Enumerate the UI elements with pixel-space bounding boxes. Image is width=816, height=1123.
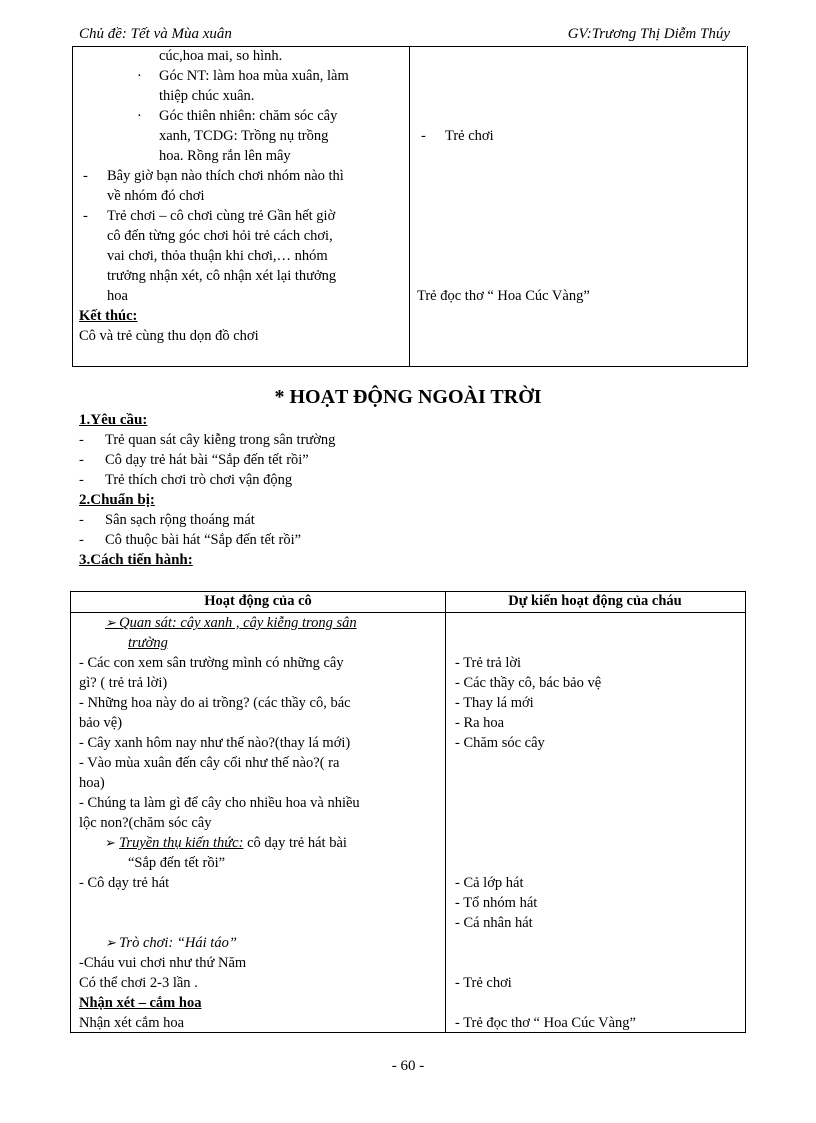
page-number: - 60 - [391,1058,425,1074]
top-table [72,46,748,367]
col-header-children: Dự kiến hoạt động của cháu [508,593,682,609]
table-line: lộc non?(chăm sóc cây [79,815,212,831]
table-line: gì? ( trẻ trả lời) [79,675,168,691]
table-line: - Vào mùa xuân đến cây cối như thế nào?( ra [79,755,340,771]
bullet-dot: · [137,108,142,124]
header-topic: Chủ đề: Tết và Mùa xuân [79,26,232,42]
top-right-1: Trẻ chơi [445,128,494,144]
table-divider [445,592,446,1032]
activity-table [70,591,746,1033]
ket-thuc-label: Kết thúc: [79,308,138,324]
table-line: - Cây xanh hôm nay như thế nào?(thay lá mới) [79,735,351,751]
quan-sat-row: ➢ Quan sát: cây xanh , cây kiễng trong sân [105,615,357,631]
child-response: - Trẻ trả lời [455,655,522,671]
child-response: - Tổ nhóm hát [455,895,538,911]
table-line: - Chúng ta làm gì để cây cho nhiều hoa và nhiều [79,795,360,811]
top-line: Góc NT: làm hoa mùa xuân, làm [159,68,349,84]
top-line: cô đến từng góc chơi hỏi trẻ cách chơi, [107,228,333,244]
top-line: Bây giờ bạn nào thích chơi nhóm nào thì [107,168,344,184]
top-line: xanh, TCDG: Trồng nụ trồng [159,128,329,144]
truyen-thu-row: ➢ Truyền thụ kiến thức: cô dạy trẻ hát bài [105,835,347,851]
top-line: Góc thiên nhiên: chăm sóc cây [159,108,338,124]
top-line: cúc,hoa mai, so hình. [159,48,283,64]
list-item: - Cô dạy trẻ hát bài “Sắp đến tết rồi” [79,452,309,468]
tro-choi-row: ➢ Trò chơi: “Hái táo” [105,935,237,951]
list-item: - Cô thuộc bài hát “Sắp đến tết rồi” [79,532,302,548]
dash: - [83,208,88,224]
col-header-teacher: Hoạt động của cô [204,593,312,609]
table-line: hoa) [79,775,105,791]
dash: - [421,128,426,144]
bullet-dot: · [137,68,142,84]
nhan-xet-heading: Nhận xét – cắm hoa [79,995,202,1011]
child-response: - Trẻ chơi [455,975,512,991]
top-right-2: Trẻ đọc thơ “ Hoa Cúc Vàng” [417,288,590,304]
header-teacher: GV:Trương Thị Diễm Thúy [567,26,730,42]
child-response: - Ra hoa [455,715,505,731]
top-line: Trẻ chơi – cô chơi cùng trẻ Gần hết giờ [107,208,336,224]
table-line: Nhận xét cắm hoa [79,1015,185,1031]
chuan-bi-heading: 2.Chuẩn bị: [79,492,155,508]
cach-tien-hanh-heading: 3.Cách tiến hành: [79,552,193,568]
table-line: - Những hoa này do ai trồng? (các thầy cô, bác [79,695,351,711]
arrow-bullet-icon: ➢ [105,615,120,630]
section-title: * HOẠT ĐỘNG NGOÀI TRỜI [274,386,542,408]
ket-thuc-text: Cô và trẻ cùng thu dọn đồ chơi [79,328,259,344]
child-response: - Chăm sóc cây [455,735,545,751]
top-line: trưởng nhận xét, cô nhận xét lại thưởng [107,268,337,284]
top-line: hoa [107,288,128,304]
list-item: - Sân sạch rộng thoáng mát [79,512,255,528]
dash: - [83,168,88,184]
top-line: về nhóm đó chơi [107,188,205,204]
child-response: - Trẻ đọc thơ “ Hoa Cúc Vàng” [455,1015,636,1031]
child-response: - Thay lá mới [455,695,534,711]
table-line: bảo vệ) [79,715,123,731]
list-item: - Trẻ thích chơi trò chơi vận động [79,472,293,488]
child-response: - Cá nhân hát [455,915,533,931]
table-line: -Cháu vui chơi như thứ Năm [79,955,247,971]
top-line: thiệp chúc xuân. [159,88,255,104]
table-line: “Sắp đến tết rồi” [128,855,226,871]
list-item: - Trẻ quan sát cây kiễng trong sân trường [79,432,336,448]
table-line: - Cô dạy trẻ hát [79,875,170,891]
quan-sat-row-2: trường [128,635,168,651]
top-line: vai chơi, thỏa thuận khi chơi,… nhóm [107,248,328,264]
table-line: - Các con xem sân trường mình có những cây [79,655,344,671]
top-line: hoa. Rồng rắn lên mây [159,148,291,164]
table-line: Có thể chơi 2-3 lần . [79,975,198,991]
child-response: - Cả lớp hát [455,875,524,891]
arrow-bullet-icon: ➢ [105,835,120,850]
child-response: - Các thầy cô, bác bảo vệ [455,675,602,691]
arrow-bullet-icon: ➢ [105,935,120,950]
top-table-divider [409,46,410,366]
yeu-cau-heading: 1.Yêu cầu: [79,412,148,428]
